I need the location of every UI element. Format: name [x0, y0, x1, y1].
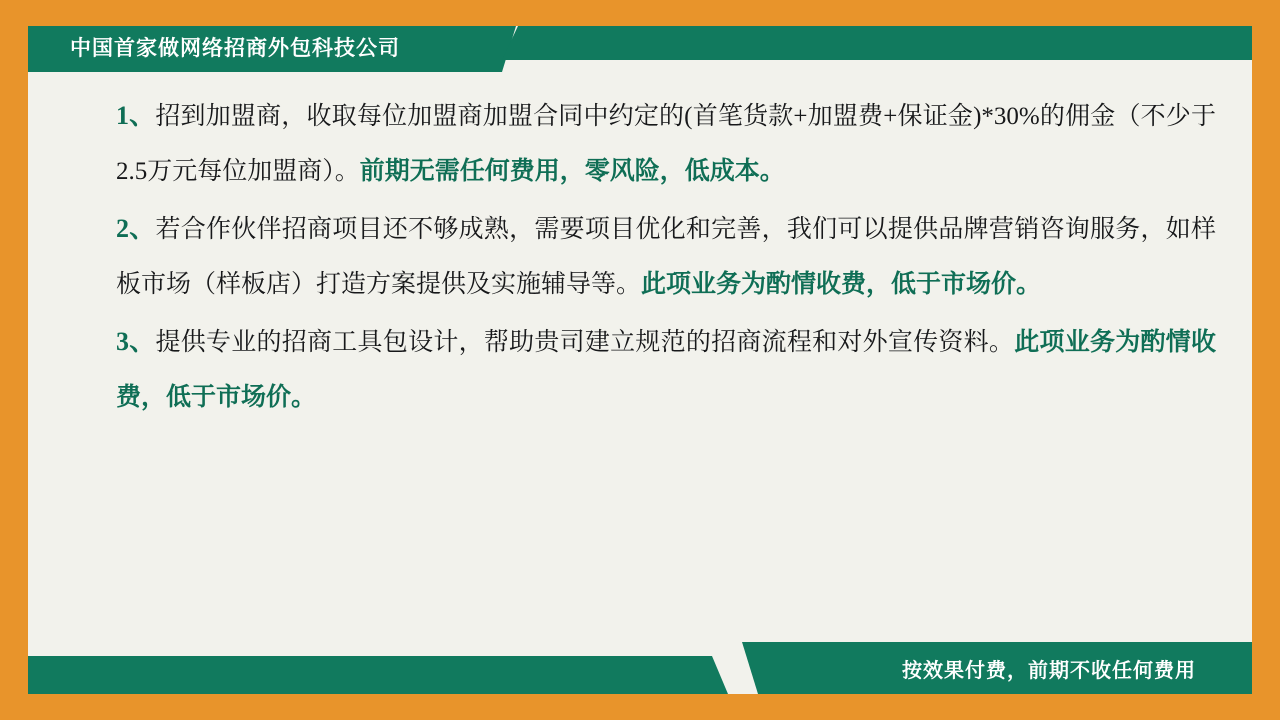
list-item-number: 2、 [116, 214, 156, 243]
page-title: 中国首家做网络招商外包科技公司 [70, 37, 400, 60]
list-item-highlight: 前期无需任何费用，零风险，低成本。 [359, 158, 785, 185]
list-item [116, 201, 1216, 312]
list-item-number: 1、 [116, 101, 156, 130]
list-item-text: 招到加盟商，收取每位加盟商加盟合同中约定的(首笔货款+加盟费+保证金)*30%的佣金（不少于2.5万元每位加盟商）。 [116, 103, 1216, 185]
footer-slogan: 按效果付费，前期不收任何费用 [902, 660, 1196, 682]
list-item-highlight: 此项业务为酌情收费，低于市场价。 [641, 271, 1042, 298]
list-item [116, 88, 1216, 199]
body-content [116, 88, 1216, 427]
list-item-text: 若合作伙伴招商项目还不够成熟，需要项目优化和完善，我们可以提供品牌营销咨询服务，如样板市场（样板店）打造方案提供及实施辅导等。 [116, 216, 1216, 298]
list-item-number: 3、 [116, 327, 156, 356]
header-band-accent [502, 26, 1252, 60]
list-item [116, 314, 1216, 425]
footer-band-notch-inner [28, 656, 728, 694]
content-panel [28, 26, 1252, 694]
list-item-highlight: 此项业务为酌情收费，低于市场价。 [116, 329, 1216, 411]
list-item-text: 提供专业的招商工具包设计，帮助贵司建立规范的招商流程和对外宣传资料。 [155, 329, 1015, 356]
